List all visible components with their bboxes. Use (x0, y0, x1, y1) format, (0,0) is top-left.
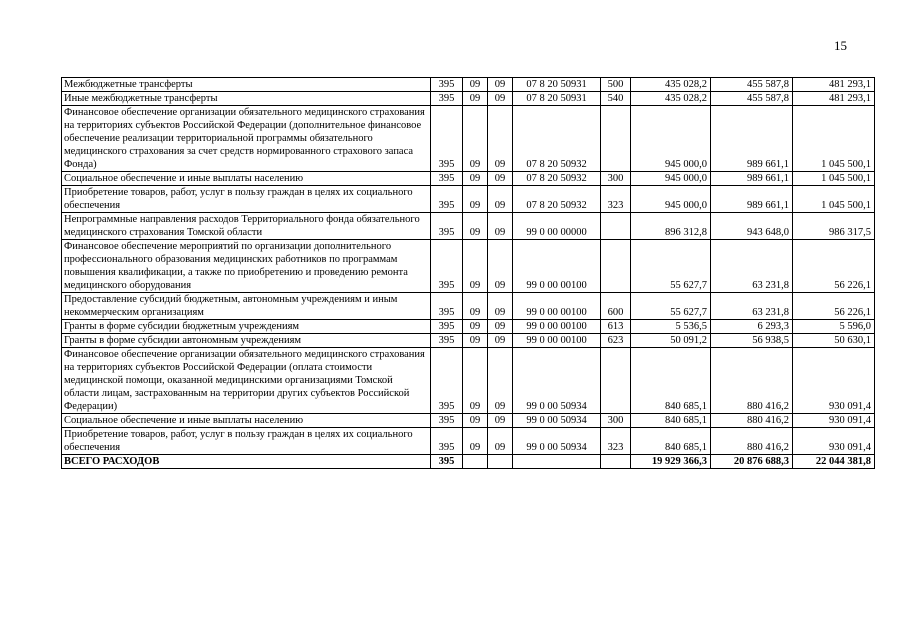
expense-type-cell: 323 (601, 186, 631, 213)
amount-year3-cell: 1 045 500,1 (793, 106, 875, 172)
total-admin-code: 395 (431, 455, 463, 469)
amount-year2-cell: 989 661,1 (711, 172, 793, 186)
amount-year1-cell: 55 627,7 (631, 293, 711, 320)
amount-year3-cell: 56 226,1 (793, 293, 875, 320)
total-year2: 20 876 688,3 (711, 455, 793, 469)
section-code-cell: 09 (463, 320, 488, 334)
total-year1: 19 929 366,3 (631, 455, 711, 469)
target-article-cell: 99 0 00 00100 (513, 334, 601, 348)
amount-year3-cell: 930 091,4 (793, 428, 875, 455)
amount-year3-cell: 986 317,5 (793, 213, 875, 240)
row-name-cell: Гранты в форме субсидии бюджетным учреждениям (62, 320, 431, 334)
amount-year2-cell: 989 661,1 (711, 186, 793, 213)
admin-code-cell: 395 (431, 320, 463, 334)
section-code-cell: 09 (463, 334, 488, 348)
section-code-cell: 09 (463, 172, 488, 186)
page-number: 15 (834, 38, 847, 53)
row-name-cell: Непрограммные направления расходов Территориального фонда обязательного медицинского страхования Томской области (62, 213, 431, 240)
table-row (62, 334, 875, 348)
admin-code-cell: 395 (431, 428, 463, 455)
section-code-cell: 09 (463, 186, 488, 213)
expense-type-cell (601, 348, 631, 414)
amount-year3-cell: 481 293,1 (793, 92, 875, 106)
row-name-cell: Гранты в форме субсидии автономным учреждениям (62, 334, 431, 348)
target-article-cell: 99 0 00 00100 (513, 293, 601, 320)
table-row (62, 213, 875, 240)
row-name-cell: Иные межбюджетные трансферты (62, 92, 431, 106)
expense-type-cell: 540 (601, 92, 631, 106)
empty-cell (601, 455, 631, 469)
target-article-cell: 07 8 20 50931 (513, 78, 601, 92)
amount-year3-cell: 50 630,1 (793, 334, 875, 348)
row-name-cell: Социальное обеспечение и иные выплаты населению (62, 414, 431, 428)
table-row (62, 414, 875, 428)
section-code-cell: 09 (463, 414, 488, 428)
admin-code-cell: 395 (431, 106, 463, 172)
amount-year1-cell: 945 000,0 (631, 106, 711, 172)
row-name-cell: Приобретение товаров, работ, услуг в пользу граждан в целях их социального обеспечения (62, 186, 431, 213)
amount-year1-cell: 55 627,7 (631, 240, 711, 293)
amount-year1-cell: 945 000,0 (631, 186, 711, 213)
admin-code-cell: 395 (431, 78, 463, 92)
section-code-cell: 09 (463, 240, 488, 293)
total-label: ВСЕГО РАСХОДОВ (62, 455, 431, 469)
target-article-cell: 07 8 20 50931 (513, 92, 601, 106)
subsection-code-cell: 09 (488, 186, 513, 213)
admin-code-cell: 395 (431, 172, 463, 186)
admin-code-cell: 395 (431, 186, 463, 213)
amount-year1-cell: 5 536,5 (631, 320, 711, 334)
subsection-code-cell: 09 (488, 106, 513, 172)
target-article-cell: 99 0 00 00100 (513, 240, 601, 293)
amount-year3-cell: 1 045 500,1 (793, 186, 875, 213)
amount-year2-cell: 989 661,1 (711, 106, 793, 172)
expense-type-cell: 323 (601, 428, 631, 455)
amount-year1-cell: 840 685,1 (631, 428, 711, 455)
amount-year2-cell: 455 587,8 (711, 78, 793, 92)
row-name-cell: Социальное обеспечение и иные выплаты населению (62, 172, 431, 186)
admin-code-cell: 395 (431, 414, 463, 428)
row-name-cell: Межбюджетные трансферты (62, 78, 431, 92)
table-row (62, 186, 875, 213)
empty-cell (463, 455, 488, 469)
amount-year3-cell: 481 293,1 (793, 78, 875, 92)
admin-code-cell: 395 (431, 240, 463, 293)
amount-year1-cell: 840 685,1 (631, 414, 711, 428)
table-row (62, 428, 875, 455)
subsection-code-cell: 09 (488, 293, 513, 320)
amount-year2-cell: 6 293,3 (711, 320, 793, 334)
table-row (62, 293, 875, 320)
target-article-cell: 99 0 00 00000 (513, 213, 601, 240)
row-name-cell: Приобретение товаров, работ, услуг в пользу граждан в целях их социального обеспечения (62, 428, 431, 455)
expense-type-cell: 600 (601, 293, 631, 320)
expense-type-cell: 623 (601, 334, 631, 348)
subsection-code-cell: 09 (488, 92, 513, 106)
target-article-cell: 07 8 20 50932 (513, 172, 601, 186)
amount-year1-cell: 896 312,8 (631, 213, 711, 240)
section-code-cell: 09 (463, 92, 488, 106)
section-code-cell: 09 (463, 106, 488, 172)
amount-year3-cell: 5 596,0 (793, 320, 875, 334)
subsection-code-cell: 09 (488, 320, 513, 334)
total-year3: 22 044 381,8 (793, 455, 875, 469)
admin-code-cell: 395 (431, 293, 463, 320)
target-article-cell: 07 8 20 50932 (513, 186, 601, 213)
expenditure-table (61, 77, 875, 469)
amount-year1-cell: 840 685,1 (631, 348, 711, 414)
row-name-cell: Финансовое обеспечение организации обязательного медицинского страхования на территориях субъектов Российской Федерации (оплата стоимости медицинской помощи, оказанной медицинскими организациями Томской области лицам, застрахованным на территории других субъектов Российской Федерации) (62, 348, 431, 414)
amount-year3-cell: 930 091,4 (793, 414, 875, 428)
amount-year2-cell: 880 416,2 (711, 348, 793, 414)
admin-code-cell: 395 (431, 92, 463, 106)
expense-type-cell: 300 (601, 172, 631, 186)
table-row (62, 240, 875, 293)
expense-type-cell: 613 (601, 320, 631, 334)
subsection-code-cell: 09 (488, 428, 513, 455)
admin-code-cell: 395 (431, 348, 463, 414)
amount-year2-cell: 880 416,2 (711, 428, 793, 455)
amount-year1-cell: 945 000,0 (631, 172, 711, 186)
amount-year3-cell: 1 045 500,1 (793, 172, 875, 186)
row-name-cell: Финансовое обеспечение мероприятий по организации дополнительного профессионального образования медицинских работников по программам повышения квалификации, а также по приобретению и проведению ремонта медицинского оборудования (62, 240, 431, 293)
target-article-cell: 99 0 00 50934 (513, 428, 601, 455)
section-code-cell: 09 (463, 428, 488, 455)
section-code-cell: 09 (463, 348, 488, 414)
amount-year1-cell: 435 028,2 (631, 92, 711, 106)
subsection-code-cell: 09 (488, 213, 513, 240)
amount-year2-cell: 880 416,2 (711, 414, 793, 428)
amount-year2-cell: 943 648,0 (711, 213, 793, 240)
expense-type-cell: 500 (601, 78, 631, 92)
table-row (62, 172, 875, 186)
subsection-code-cell: 09 (488, 334, 513, 348)
table-row (62, 78, 875, 92)
subsection-code-cell: 09 (488, 240, 513, 293)
section-code-cell: 09 (463, 213, 488, 240)
amount-year2-cell: 455 587,8 (711, 92, 793, 106)
admin-code-cell: 395 (431, 334, 463, 348)
row-name-cell: Финансовое обеспечение организации обязательного медицинского страхования на территориях субъектов Российской Федерации (дополнительное финансовое обеспечение реализации территориальной программы обязательного медицинского страхования за счет средств нормированного страхового запаса Фонда) (62, 106, 431, 172)
table-row (62, 348, 875, 414)
section-code-cell: 09 (463, 78, 488, 92)
admin-code-cell: 395 (431, 213, 463, 240)
amount-year2-cell: 56 938,5 (711, 334, 793, 348)
target-article-cell: 99 0 00 50934 (513, 348, 601, 414)
amount-year2-cell: 63 231,8 (711, 293, 793, 320)
target-article-cell: 99 0 00 50934 (513, 414, 601, 428)
table-row (62, 92, 875, 106)
row-name-cell: Предоставление субсидий бюджетным, автономным учреждениям и иным некоммерческим организациям (62, 293, 431, 320)
table-body (62, 78, 875, 469)
amount-year2-cell: 63 231,8 (711, 240, 793, 293)
amount-year1-cell: 50 091,2 (631, 334, 711, 348)
subsection-code-cell: 09 (488, 414, 513, 428)
empty-cell (513, 455, 601, 469)
table-row (62, 320, 875, 334)
section-code-cell: 09 (463, 293, 488, 320)
subsection-code-cell: 09 (488, 78, 513, 92)
target-article-cell: 07 8 20 50932 (513, 106, 601, 172)
expense-type-cell (601, 240, 631, 293)
expense-type-cell (601, 106, 631, 172)
total-row (62, 455, 875, 469)
amount-year1-cell: 435 028,2 (631, 78, 711, 92)
amount-year3-cell: 56 226,1 (793, 240, 875, 293)
subsection-code-cell: 09 (488, 348, 513, 414)
table-row (62, 106, 875, 172)
expense-type-cell (601, 213, 631, 240)
empty-cell (488, 455, 513, 469)
expense-type-cell: 300 (601, 414, 631, 428)
target-article-cell: 99 0 00 00100 (513, 320, 601, 334)
subsection-code-cell: 09 (488, 172, 513, 186)
amount-year3-cell: 930 091,4 (793, 348, 875, 414)
